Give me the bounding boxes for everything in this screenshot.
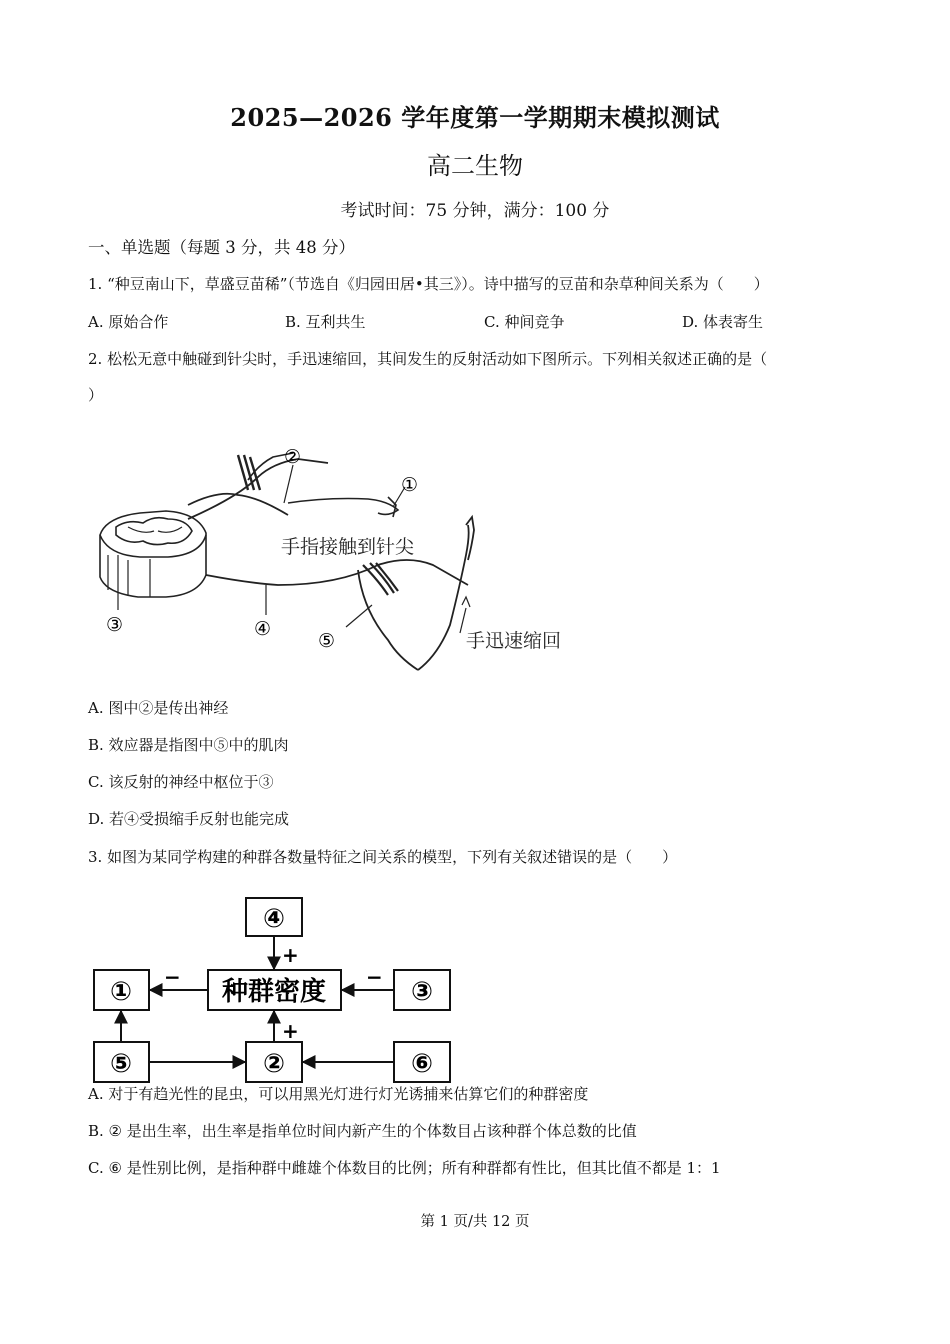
box-6-label: ⑥ [410,1049,434,1079]
sign-3: − [366,965,383,989]
arrow-head [462,597,470,607]
q2-option-b: B. 效应器是指图中⑤中的肌肉 [88,736,289,754]
label-4: ④ [254,618,272,640]
q2-option-a: A. 图中②是传出神经 [88,699,229,717]
question-2-stem-cont: ） [88,386,104,404]
label-2: ② [284,446,302,468]
caption-retract: 手迅速缩回 [466,630,562,652]
leader-2 [284,465,293,503]
q1-option-b: B. 互利共生 [285,313,366,331]
reflex-arc-figure [88,435,588,675]
q2-option-d: D. 若④受损缩手反射也能完成 [88,810,290,828]
question-1-stem: 1. “种豆南山下，草盛豆苗稀”（节选自《归园田居•其三》）。诗中描写的豆苗和杂草种间关系为（ ） [88,275,769,293]
box-1-label: ① [109,977,133,1007]
q1-option-a: A. 原始合作 [88,313,169,331]
question-2-stem: 2. 松松无意中触碰到针尖时，手迅速缩回，其间发生的反射活动如下图所示。下列相关叙述正确的是（ [88,350,768,368]
box-4-label: ④ [262,904,286,934]
label-3: ③ [106,614,124,636]
q1-option-c: C. 种间竞争 [484,313,565,331]
q1-option-d: D. 体表寄生 [682,313,764,331]
box-3-label: ③ [410,977,434,1007]
exam-title: 2025—2026 学年度第一学期期末模拟测试 [230,103,720,132]
label-1: ① [401,474,419,496]
center-label: 种群密度 [221,977,327,1007]
exam-info: 考试时间：75 分钟，满分：100 分 [340,201,610,221]
population-model-diagram [88,892,468,1088]
q3-option-a: A. 对于有趋光性的昆虫，可以用黑光灯进行灯光诱捕来估算它们的种群密度 [88,1085,589,1103]
box-2-label: ② [262,1049,286,1079]
question-3-stem: 3. 如图为某同学构建的种群各数量特征之间关系的模型，下列有关叙述错误的是（ ） [88,848,678,866]
section-title: 一、单选题（每题 3 分，共 48 分） [88,238,355,257]
q3-option-c: C. ⑥ 是性别比例，是指种群中雌雄个体数目的比例；所有种群都有性比，但其比值不都是 1：1 [88,1159,721,1177]
sign-1: − [164,965,181,989]
caption-touch: 手指接触到针尖 [281,536,415,558]
sign-2: + [282,1019,299,1043]
label-5: ⑤ [318,630,336,652]
sign-4: + [282,943,299,967]
q2-option-c: C. 该反射的神经中枢位于③ [88,773,274,791]
exam-subject: 高二生物 [427,152,523,180]
spinal-cord-drawing [100,511,206,597]
q3-option-b: B. ② 是出生率，出生率是指单位时间内新产生的个体数目占该种群个体总数的比值 [88,1122,637,1140]
leader-5 [346,605,372,627]
box-5-label: ⑤ [109,1049,133,1079]
page-footer: 第 1 页/共 12 页 [420,1214,530,1230]
